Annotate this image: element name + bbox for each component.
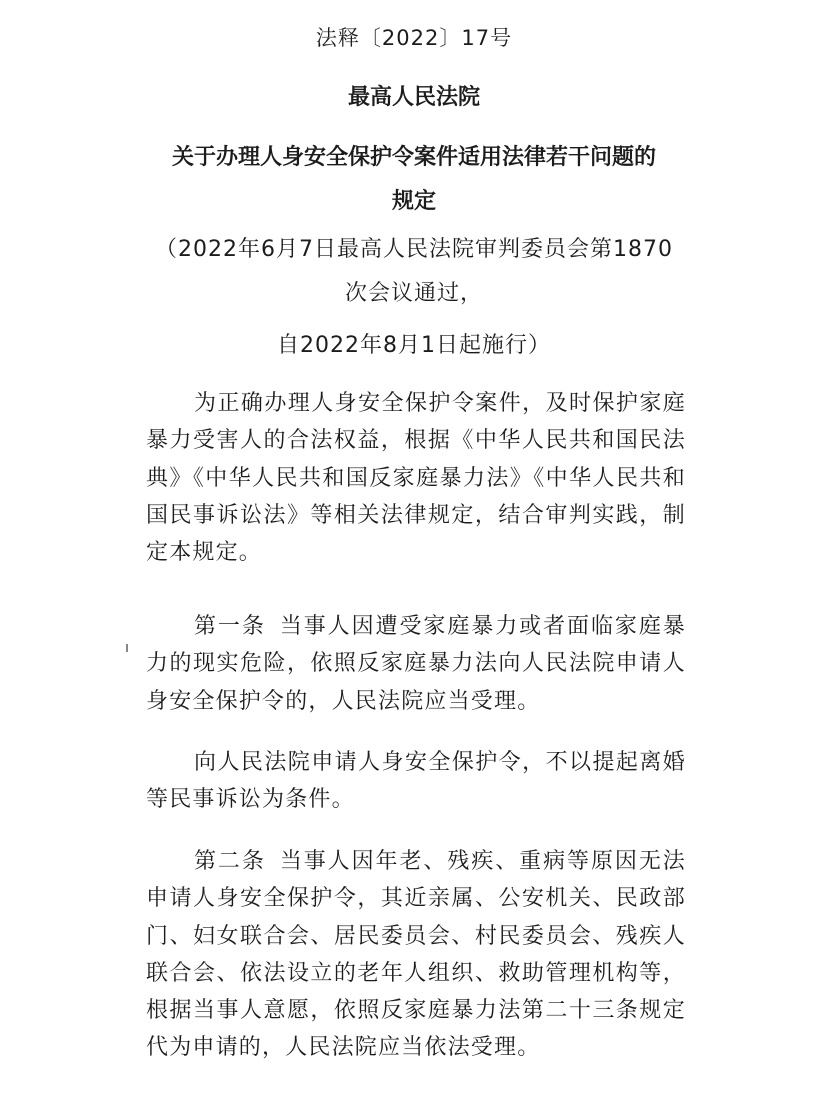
title-line-2: 规定 <box>391 189 436 214</box>
article-1-label: 第一条 <box>194 614 266 639</box>
article-1-paragraph <box>146 608 686 720</box>
document-number: 法释〔2022〕17号 <box>315 26 513 50</box>
article-1-second-paragraph: 向人民法院申请人身安全保护令，不以提起离婚等民事诉讼为条件。 <box>146 750 686 813</box>
issuing-court: 最高人民法院 <box>347 85 480 110</box>
adoption-line-2: 次会议通过， <box>344 281 483 306</box>
preamble-paragraph: 为正确办理人身安全保护令案件，及时保护家庭暴力受害人的合法权益，根据《中华人民共和国民法典》《中华人民共和国反家庭暴力法》《中华人民共和国民事诉讼法》等相关法律规定，结合审判实践，制定本规定。 <box>146 391 686 566</box>
effective-date: 自2022年8月1日起施行） <box>277 333 551 358</box>
article-2-paragraph <box>146 843 686 1067</box>
adoption-line-1: （2022年6月7日最高人民法院审判委员会第1870 <box>155 237 673 262</box>
scan-speck <box>126 644 128 652</box>
adoption-note <box>0 228 828 316</box>
article-1-text: 当事人因遭受家庭暴力或者面临家庭暴力的现实危险，依照反家庭暴力法向人民法院申请人身安全保护令的，人民法院应当受理。 <box>146 614 686 714</box>
title-line-1: 关于办理人身安全保护令案件适用法律若干问题的 <box>171 145 656 170</box>
article-2-text: 当事人因年老、残疾、重病等原因无法申请人身安全保护令，其近亲属、公安机关、民政部门、妇女联合会、居民委员会、村民委员会、残疾人联合会、依法设立的老年人组织、救助管理机构等，根据当事人意愿，依照反家庭暴力法第二十三条规定代为申请的，人民法院应当依法受理。 <box>146 849 686 1061</box>
article-2-label: 第二条 <box>194 849 266 874</box>
document-title <box>0 136 828 224</box>
